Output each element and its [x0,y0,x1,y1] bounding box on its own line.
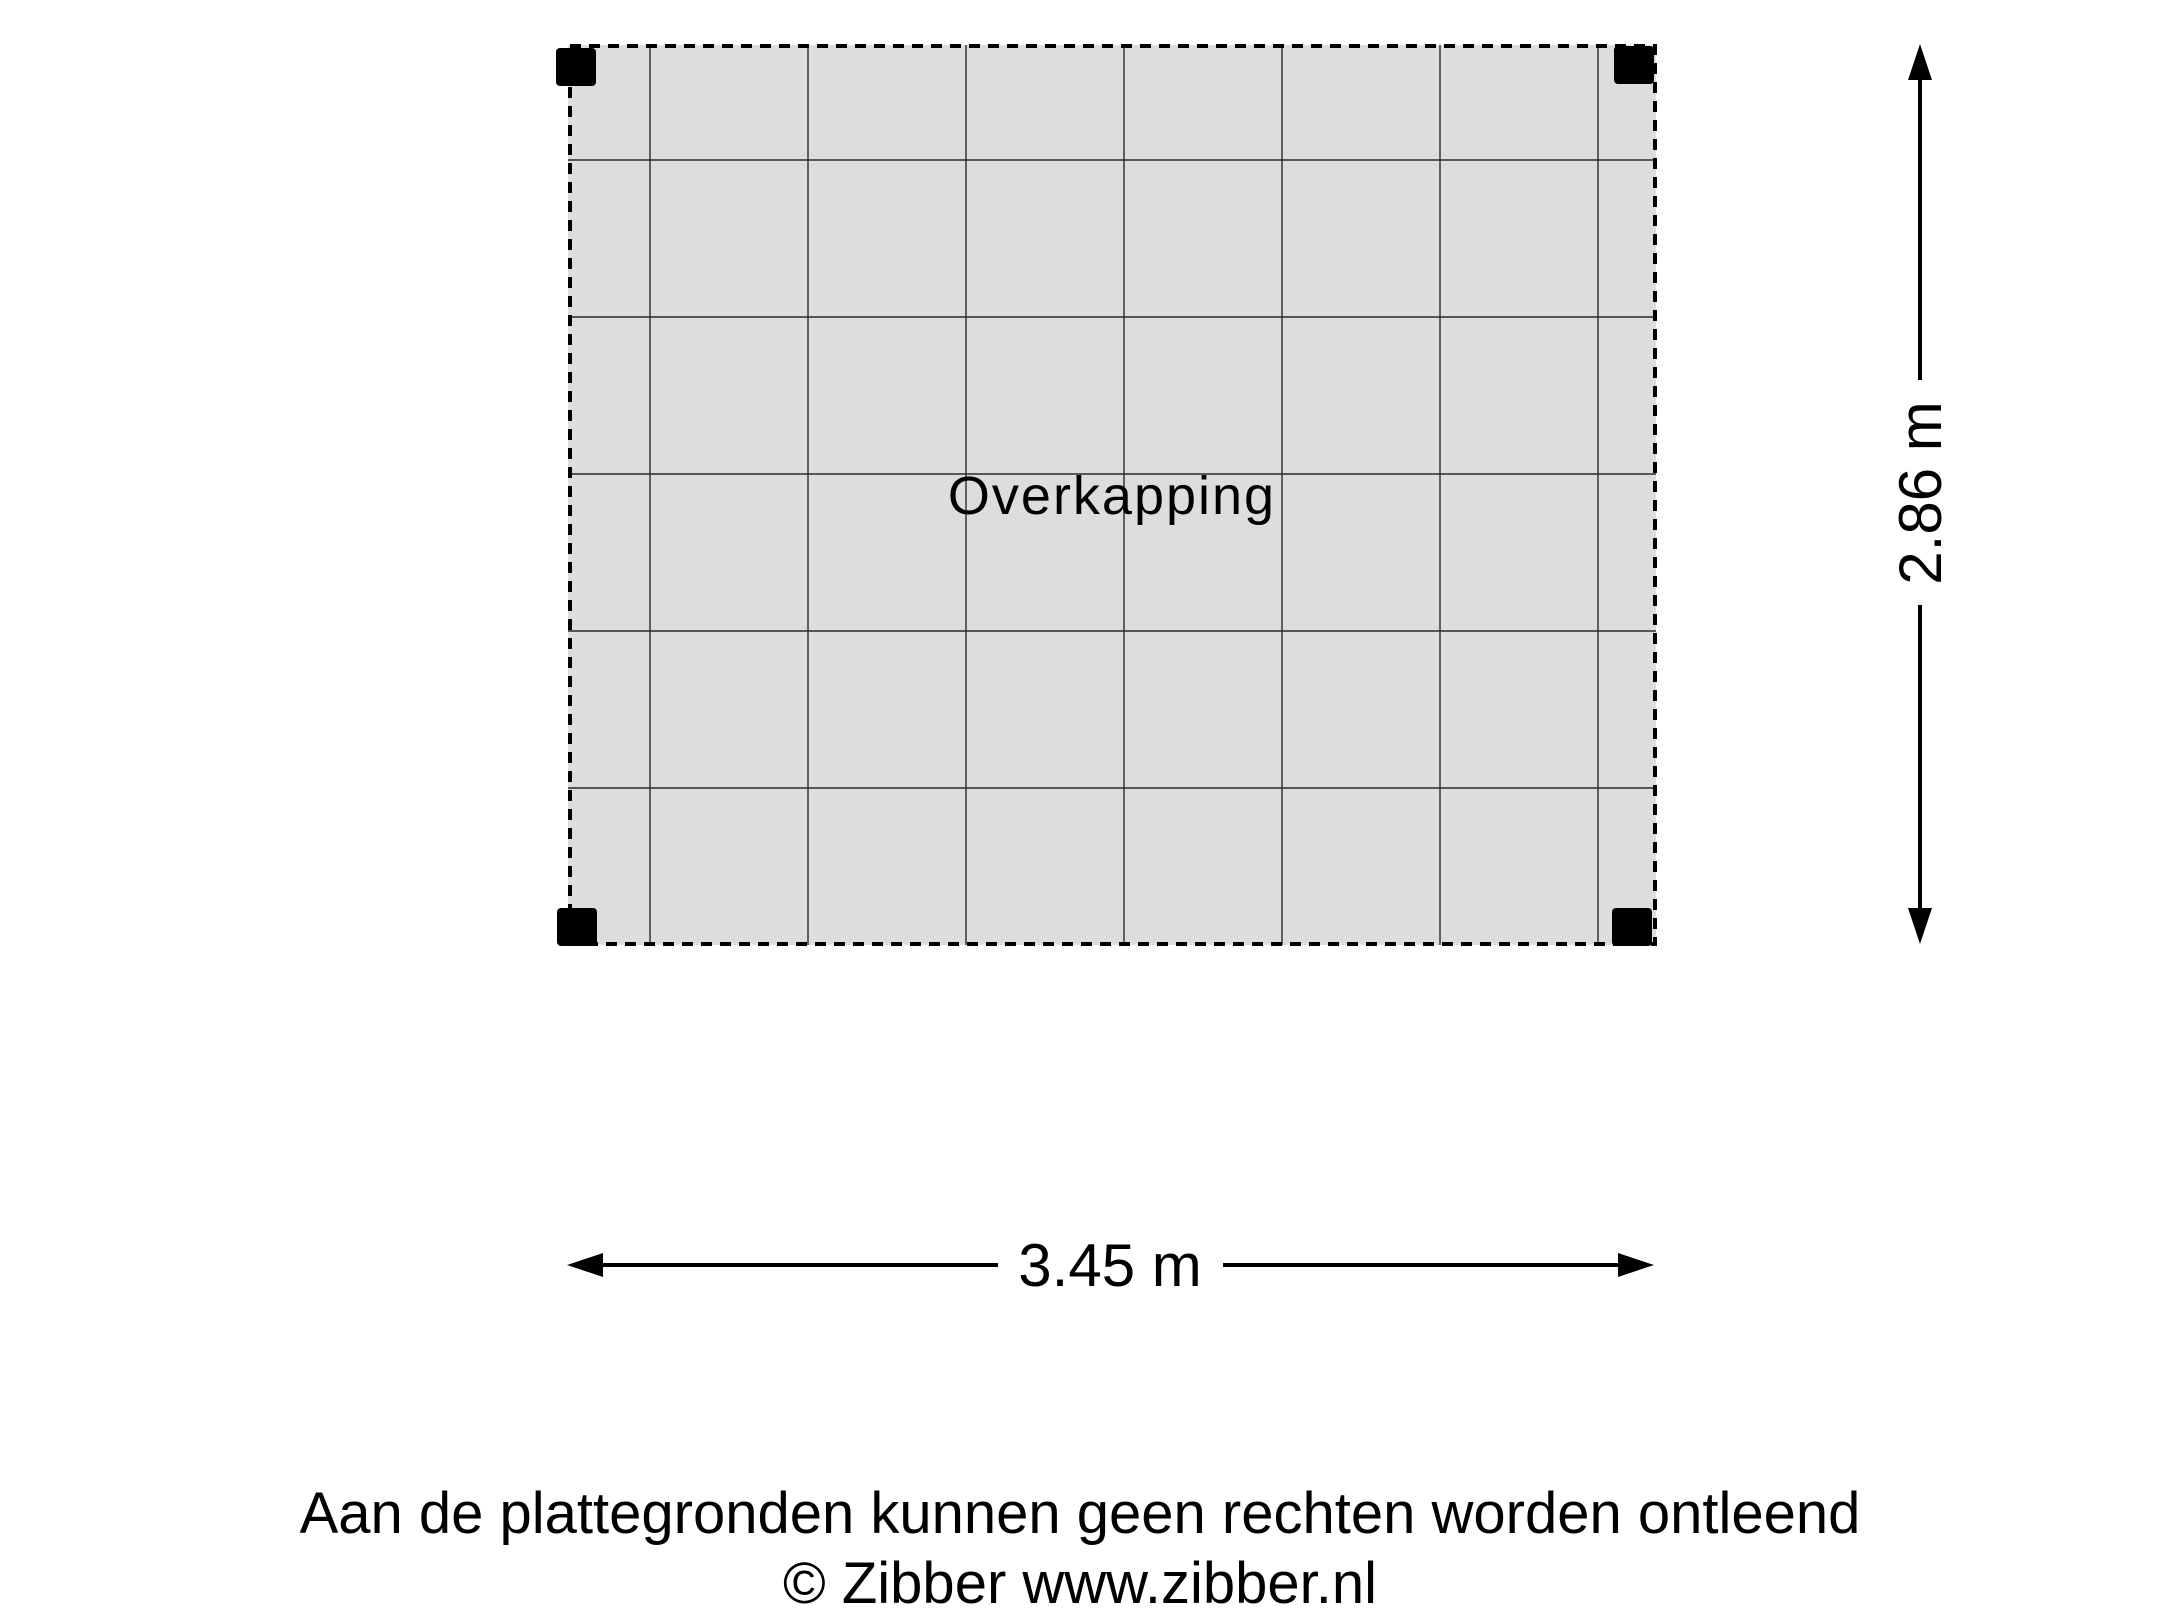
corner-post-bottom-left [557,908,597,946]
arrow-right-icon [1618,1253,1654,1277]
room-overkapping [556,45,1656,946]
corner-post-top-right [1614,46,1654,84]
arrow-left-icon [567,1253,603,1277]
height-dimension [1887,44,1954,944]
width-dimension [567,1232,1654,1299]
arrow-down-icon [1908,908,1932,944]
corner-post-bottom-right [1612,908,1652,946]
height-dimension-label: 2.86 m [1887,401,1954,585]
footer-copyright: © Zibber www.zibber.nl [783,1551,1377,1616]
width-dimension-label: 3.45 m [1018,1232,1202,1299]
footer-disclaimer: Aan de plattegronden kunnen geen rechten worden ontleend [299,1481,1861,1546]
arrow-up-icon [1908,44,1932,80]
room-label: Overkapping [947,466,1277,526]
corner-post-top-left [556,48,596,86]
